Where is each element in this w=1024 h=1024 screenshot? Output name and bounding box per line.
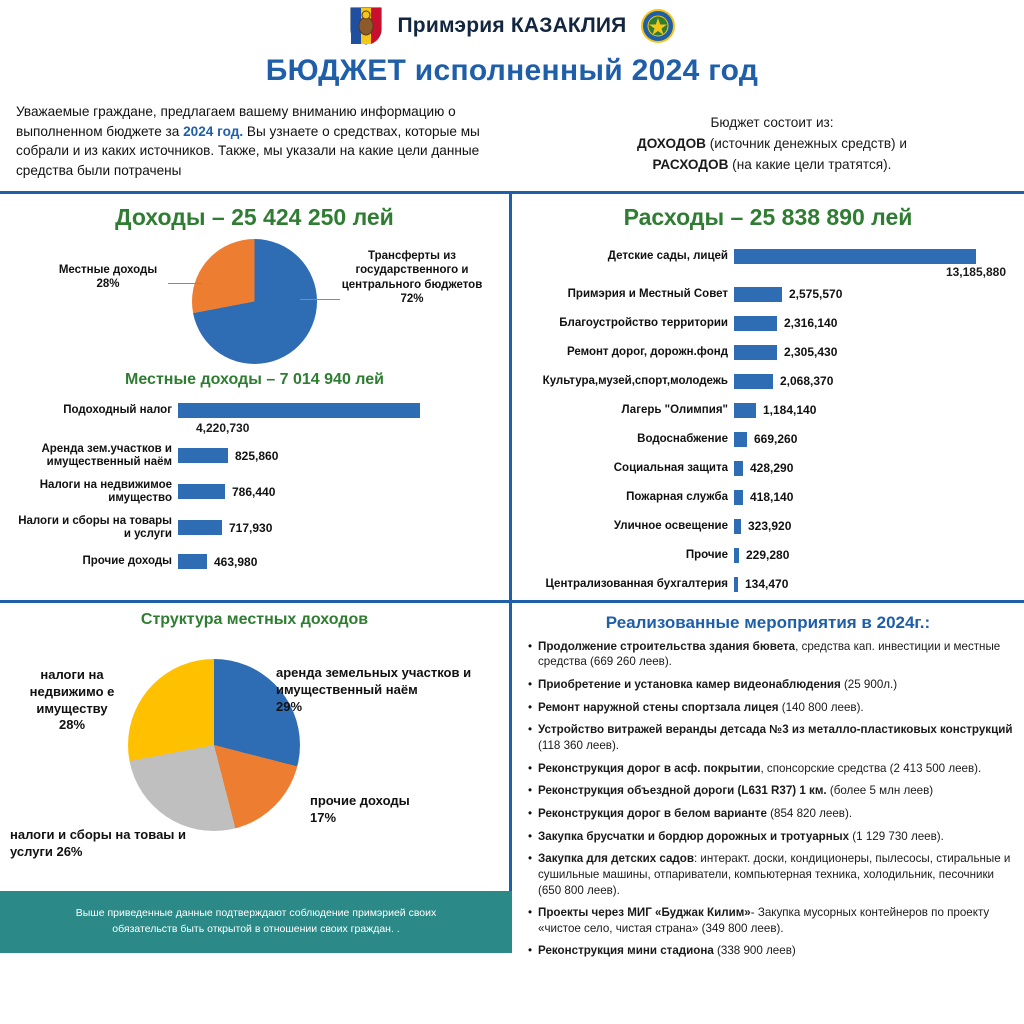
list-item-bold: Реконструкция дорог в асф. покрытии [538,761,761,775]
list-item-bold: Реконструкция дорог в белом варианте [538,806,767,820]
table-row [522,513,1014,540]
list-item-text [538,761,1014,777]
main-title: БЮДЖЕТ исполненный 2024 год [265,54,759,87]
gagauzia-coat-of-arms-icon [640,6,676,46]
value-local-income: 28% [96,278,120,291]
bar-fill [734,461,743,476]
list-item-rest: (338 900 леев) [713,944,796,958]
bar-label: Детские сады, лицей [607,250,728,263]
bar-label: Благоустройство территории [559,316,728,329]
value-transfers: 72% [400,292,424,305]
label-other: прочие доходы [310,792,410,808]
list-item [522,943,1014,959]
income-pie-label-local [48,263,168,292]
bar-track [178,520,499,535]
bar-label: Централизованная бухгалтерия [545,577,728,590]
bar-track [734,490,1014,505]
bar-fill [734,374,773,389]
bar-fill [734,519,741,534]
bar-track [734,519,1014,534]
bar-track [734,461,1014,476]
bar-track [734,548,1014,563]
bullet-icon: • [527,852,533,866]
structure-label-goods-taxes [10,827,190,861]
bullet-icon: • [527,829,533,843]
structure-title: Структура местных доходов [140,610,369,628]
label-local-income: Местные доходы [58,263,158,276]
list-item-rest: (25 900л.) [840,678,898,692]
table-row [10,547,499,577]
table-row [10,511,499,545]
bar-value: 669,260 [754,432,798,447]
bar-value: 2,316,140 [784,316,838,331]
expenses-rest: (на какие цели тратятся). [728,157,892,173]
income-pie-chart [0,235,509,365]
expenses-column [512,194,1024,600]
bar-label: Водоснабжение [637,432,728,445]
table-row [10,439,499,473]
income-pie-leader-right [300,299,340,300]
income-pie-leader-left [168,283,202,284]
bar-track [734,432,1014,447]
list-item-text [538,829,1014,845]
structure-label-other [310,793,460,827]
bar-fill [734,345,777,360]
table-row [522,339,1014,366]
bar-track [734,374,1014,389]
list-item-bold: Проекты через МИГ «Буджак Килим» [538,906,751,920]
local-income-structure-panel [0,603,512,953]
bar-value: 825,860 [235,448,279,463]
list-item-bold: Приобретение и установка камер видеонаблюдения [538,678,841,692]
list-item-bold: Закупка брусчатки и бордюр дорожных и тротуарных [538,829,850,843]
table-row [522,571,1014,598]
bar-label: Подоходный налог [63,404,172,417]
table-row [522,426,1014,453]
list-item-text [538,677,1014,693]
list-item-text [538,700,1014,716]
label-goods-taxes: налоги и сборы на товаы и услуги 26% [10,826,187,859]
footer-note: Выше приведенные данные подтверждают соблюдение примэрией своих обязательств быть открытой в отношении своих граждан. . [0,891,512,953]
bar-fill [734,432,747,447]
bar-track [178,448,499,463]
bar-label: Аренда зем.участков и имущественный наём [41,442,172,468]
list-item-rest: : интеракт. доски, кондиционеры, пылесосы, стиральные и сушильные машины, отпариватели, компьютерная техника, холодильник, песочники (650 800 леев). [538,852,1011,897]
bar-fill [734,490,743,505]
bar-label: Прочие доходы [82,555,172,568]
list-item-text [538,722,1014,753]
bar-track [178,554,499,569]
structure-label-rent [276,665,492,716]
table-row [522,542,1014,569]
list-item [522,806,1014,822]
bar-value: 717,930 [229,520,273,535]
bullet-icon: • [527,700,533,714]
bullet-icon: • [527,761,533,775]
bar-label: Пожарная служба [626,490,728,503]
intro-left-highlight: 2024 год. [183,123,244,139]
bar-track [734,249,1014,264]
list-item [522,722,1014,753]
list-item-bold: Реконструкция мини стадиона [538,944,714,958]
bullet-icon: • [527,906,533,920]
bar-track [734,403,1014,418]
list-item [522,905,1014,936]
incomes-bold: ДОХОДОВ [637,136,706,152]
list-item-bold: Продолжение строительства здания бювета [538,639,796,653]
bullet-icon: • [527,806,533,820]
bar-track [734,345,1014,360]
budget-expenses-line [536,154,1008,175]
bar-value: 786,440 [232,484,276,499]
bar-fill [734,249,976,264]
list-item [522,700,1014,716]
bar-value: 2,575,570 [789,287,843,302]
incomes-rest: (источник денежных средств) и [705,136,907,152]
income-pie-label-transfers [338,249,486,307]
intro-right-text [536,102,1008,181]
bullet-icon: • [527,784,533,798]
list-item-rest: (118 360 леев). [538,739,620,753]
list-item-bold: Ремонт наружной стены спортзала лицея [538,700,779,714]
local-structure-pie [128,659,303,831]
bar-label: Уличное освещение [613,519,728,532]
bar-track [734,287,1014,302]
list-item-rest: (854 820 леев). [766,806,853,820]
list-item-rest: , средства кап. инвестиции и местные средства (669 260 леев). [538,639,1001,669]
value-property-tax: 28% [58,717,86,733]
intro-band [0,102,1024,181]
bar-fill [734,403,756,418]
page-title: Примэрия КАЗАКЛИЯ [397,14,627,37]
list-item-rest: - Закупка мусорных контейнеров по проекту «чистое село, чистая страна» (349 800 леев). [538,906,990,935]
events-title: Реализованные мероприятия в 2024г.: [605,612,931,632]
list-item [522,639,1014,670]
bar-label: Прочие [685,548,728,561]
bar-value: 323,920 [748,519,792,534]
bar-value: 4,220,730 [196,420,250,435]
bar-label: Примэрия и Местный Совет [567,287,728,300]
bar-label: Налоги и сборы на товары и услуги [18,514,172,540]
value-rent: 29% [276,698,303,714]
list-item-text [538,943,1014,959]
list-item-text [538,806,1014,822]
value-other: 17% [310,809,337,825]
structure-label-property-tax [20,667,124,735]
intro-left-text [16,102,536,181]
list-item-text [538,639,1014,670]
budget-incomes-line [536,133,1008,154]
bullet-icon: • [527,723,533,737]
bar-fill [734,548,739,563]
table-row [522,368,1014,395]
table-row [10,475,499,509]
intro-left-part1: Уважаемые граждане, предлагаем вашему вниманию информацию о выполненном бюджете за [16,104,456,139]
header [0,0,1024,52]
bar-value: 2,068,370 [780,374,834,389]
income-column [0,194,512,600]
list-item-rest: (более 5 млн леев) [826,784,934,798]
bar-fill [734,577,738,592]
list-item [522,761,1014,777]
bullet-icon: • [527,639,533,653]
list-item-rest: (140 800 леев). [778,700,864,714]
bullet-icon: • [527,944,533,958]
label-property-tax: налоги на недвижимо е имуществу [29,666,115,716]
bar-fill [178,520,222,535]
list-item-rest: (1 129 730 леев). [849,829,944,843]
income-pie [192,239,317,364]
income-title: Доходы – 25 424 250 лей [115,203,394,230]
list-item [522,851,1014,898]
bar-track [178,403,499,418]
bar-value: 13,185,880 [945,264,1006,279]
list-item-bold: Устройство витражей веранды детсада №3 из металло-пластиковых конструкций [538,723,1013,737]
list-item-rest: , спонсорские средства (2 413 500 леев). [760,761,982,775]
bar-fill [178,403,420,418]
label-rent: аренда земельных участков и имущественный наём [276,664,472,697]
events-panel [512,603,1024,958]
main-columns [0,194,1024,600]
list-item-bold: Реконструкция объездной дороги (L631 R37) 1 км. [538,784,827,798]
bar-value: 428,290 [750,461,794,476]
bar-value: 2,305,430 [784,345,838,360]
list-item [522,783,1014,799]
table-row [522,455,1014,482]
bar-label: Ремонт дорог, дорожн.фонд [566,345,728,358]
budget-consists-line: Бюджет состоит из: [710,115,834,130]
table-row [522,310,1014,337]
bar-track [178,484,499,499]
local-income-title: Местные доходы – 7 014 940 лей [125,370,384,388]
list-item-text [538,783,1014,799]
bar-value: 229,280 [746,548,790,563]
bar-fill [178,484,225,499]
bar-fill [178,554,207,569]
bullet-icon: • [527,678,533,692]
bar-label: Культура,музей,спорт,молодежь [542,374,728,387]
label-transfers: Трансферты из государственного и центрального бюджетов [341,249,483,291]
bar-label: Налоги на недвижимое имущество [39,478,172,504]
moldova-coat-of-arms-icon [348,6,384,46]
bar-fill [734,316,777,331]
table-row [522,484,1014,511]
bar-label: Лагерь "Олимпия" [621,403,728,416]
list-item-bold: Закупка для детских садов [538,852,694,866]
table-row [522,281,1014,308]
bar-track [734,316,1014,331]
bar-label: Социальная защита [613,461,728,474]
bar-track [734,577,1014,592]
bar-fill [178,448,228,463]
list-item-text [538,851,1014,898]
bar-value: 1,184,140 [763,403,817,418]
bar-value: 463,980 [214,554,258,569]
list-item [522,829,1014,845]
expenses-bars [512,235,1024,598]
list-item-text [538,905,1014,936]
bottom-section [0,600,1024,958]
expenses-bold: РАСХОДОВ [652,157,729,173]
local-income-bars [0,393,509,577]
list-item [522,677,1014,693]
bar-value: 418,140 [750,490,794,505]
table-row [522,397,1014,424]
expenses-title: Расходы – 25 838 890 лей [623,203,913,230]
bar-value: 134,470 [745,577,789,592]
bar-fill [734,287,782,302]
local-structure-pie-chart [0,631,509,881]
intro-left-part2: Вы узнаете о средствах, которые мы собрали и из каких источников. Также, мы указали на какие цели данные средства были потрачены [16,123,480,179]
